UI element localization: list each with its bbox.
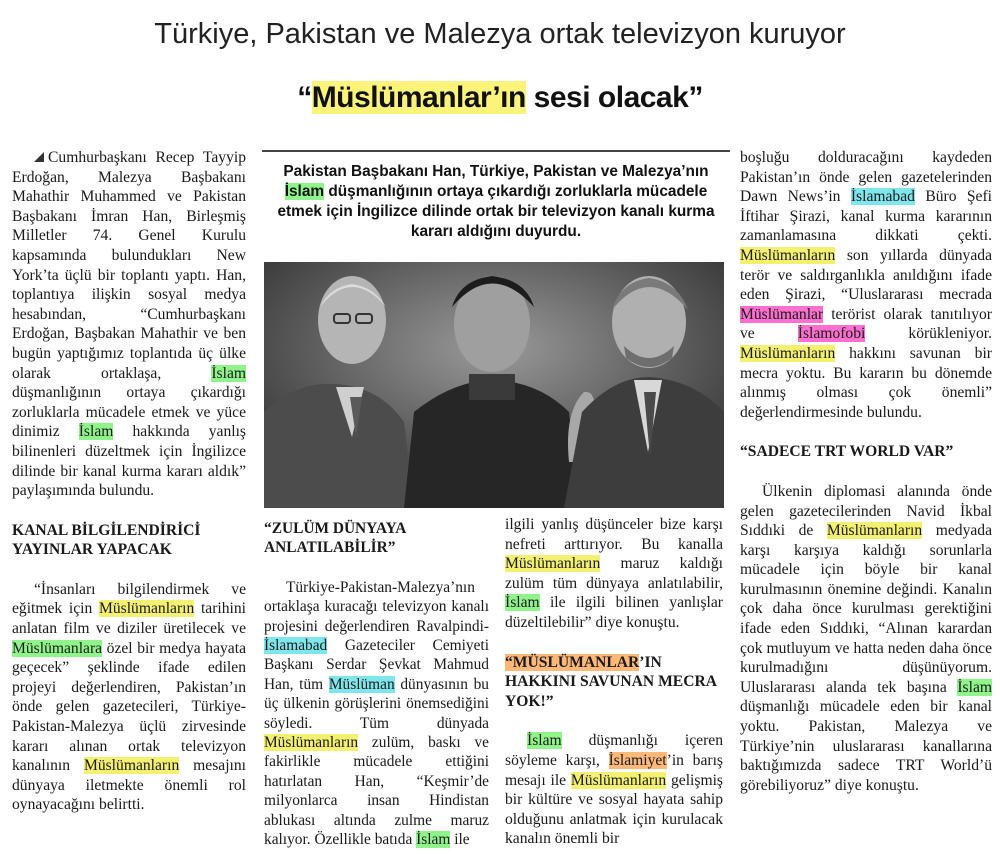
text: gelişmiş bir kültüre ve sosyal hayata sahip olduğunu anlatmak için kurulacak kanalın önemli bir [505,771,723,848]
col1-subhead: KANAL BİLGİLENDİRİCİ YAYINLAR YAPACAK [12,521,201,559]
highlight: Müslümanların [570,771,667,789]
text: dünyasının bu üç ülkenin görüşlerini önemsediğini söyledi. Tüm dünyada [264,675,489,732]
text: düşmanlığı içeren söyleme karşı, [505,732,723,769]
col4-paragraph-1 [740,148,992,422]
highlight: İslam [505,594,540,612]
column-2 [264,515,489,850]
leaders-photo-illustration [264,262,724,508]
text: düşmanlığının ortaya çıkardığı zorluklarla mücadele etmek ve yüce dinimiz [12,384,246,441]
text: ilgili yanlış düşünceler bize karşı nefreti arttırıyor. Bu kanalla [505,516,723,553]
highlight: İslamofobi [797,325,866,343]
headline-quote-close: ” [688,81,703,114]
lead-paragraph [262,150,730,242]
text: maruz kaldığı zulüm tüm dünyaya anlatılabilir, [505,555,723,592]
text: Cumhurbaşkanı Recep Tayyip Erdoğan, Malezya Başbakanı Mahathir Muhammed ve Pakistan Başbakanı İmran Han, Birleşmiş Milletler 74. Genel Kurulu kapsamında bulundukları New York’ta üçlü bir toplantı yaptı. Han, toplantıya ilişkin sosyal medya hesabından, “Cumhurbaşkanı Erdoğan, Başbakan Mahathir ve ben bugün yaptığımız toplantıda üç ülke olarak ortaklaşa, [12,149,246,382]
highlight: Müslümanların [83,757,180,775]
column-4 [740,148,992,795]
highlight: İslam [416,831,451,849]
col2-subhead: “ZULÜM DÜNYAYA ANLATILABİLİR” [264,520,406,557]
highlight: Müslümanlara [12,639,103,657]
text: Türkiye-Pakistan-Malezya’nın ortaklaşa kuracağı televizyon kanalı projesini değerlendiren Ravalpindi- [264,578,489,635]
text: Ülkenin diplomasi alanında önde gelen gazetecilerinden Navid İkbal Sıddıki de [740,482,992,540]
highlight: İslamiyet [608,751,667,769]
highlight: İslam [527,732,562,750]
text: terörist olarak tanıtılıyor ve [740,305,992,343]
highlight: Müslümanların [264,734,359,752]
text: tarihini anlatan film ve diziler üretilecek ve [12,600,246,638]
col2-paragraph [264,578,489,850]
text: hakkında yanlış bilinenleri düzeltmek için İngilizce dilinde bir kanal kurma kararı aldık” paylaşımında bulundu. [12,423,246,500]
lead-text: düşmanlığının ortaya çıkardığı zorluklarla mücadele etmek için İngilizce dilinde ortak bir televizyon kanalı kurma kararı aldığını duyurdu. [277,183,715,240]
headline-highlight: Müslümanlar’ın [311,81,526,114]
main-headline [0,60,1000,136]
text: Büro Şefi İftihar Şirazi, kanal kurma kararının zamanlamasına dikkati çekti. [740,188,993,245]
text: Gazeteciler Cemiyeti Başkanı Serdar Şevkat Mahmud Han, tüm [264,637,489,693]
text: zulüm, baskı ve fakirlikle mücadele ettiğini hatırlatan Han, “Keşmir’de milyonlarca insan Hindistan ablukası altında zulme maruz kalıyor. Özellikle batıda [264,734,489,849]
highlight: Müslümanların [826,522,923,540]
text: düşmanlığı mücadele eden bir kanal yoktu. Pakistan, Malezya ve Türkiye’nin uluslararası kanallarına baktığımızda sadece TRT World’ü görebiliyoruz” diye konuştu. [740,698,992,794]
kicker-headline: Türkiye, Pakistan ve Malezya ortak televizyon kuruyor [154,18,846,50]
text: son yıllarda dünyada terör ve saldırganlıkla anıldığını ifade eden Şirazi, “Uluslararası mecrada [740,246,992,304]
text: ’in barış mesajı ile [505,751,723,789]
highlight: Müslüman [328,675,395,693]
highlight: Müslümanların [740,246,836,264]
highlight: İslam [957,678,992,696]
highlight: “MÜSLÜMANLAR [505,653,640,671]
highlight: İslam [78,423,114,441]
text: “İnsanları bilgilendirmek ve eğitmek için [12,580,246,618]
text: ’IN HAKKINI SAVUNAN MECRA YOK!” [505,653,717,710]
headline-quote-open: “ [297,81,312,114]
highlight: İslamabad [264,637,328,655]
text: medyada karşı karşıya kaldığı sorunlarla mücadele için böyle bir kanal kurulmasının önemine değindi. Kanalın çok daha önce kurulması gerektiğini ifade eden Sıddıki, “Alınan karardan çok mutluyum ve hatta neden daha önce kurulmadığını düşünüyorum. Uluslararası alanda tek başına [740,522,992,696]
text: ile ilgili bilinen yanlışlar düzeltilebilir” diye konuştu. [505,594,723,631]
text: boşluğu dolduracağını kaydeden Pakistan’ın önde gelen gazetelerinden Dawn News’in [740,149,992,206]
column-3 [505,515,723,849]
lead-highlight: İslam [284,183,325,200]
text: mesajını dünyaya iletmekte önemli rol oynayacağını belirtti. [12,757,246,814]
text: özel bir medya hayata geçecek” şeklinde ifade edilen projeyi değerlendiren, Pakistan’ın önde gelen gazetecileri, Türkiye-Pakistan-Malezya üçlü zirvesinde kararı alınan ortak televizyon kanalının [12,639,246,775]
column-1 [12,148,246,815]
headline-rest: sesi olacak [525,81,689,114]
highlight: İslamabad [850,188,915,206]
col3-paragraph-2 [505,731,723,849]
text: ile [450,831,470,849]
highlight: Müslümanlar [740,305,824,323]
col1-paragraph-1 [12,148,246,501]
highlight: Müslümanların [98,600,195,618]
leaders-photo [264,262,724,508]
col3-subhead [505,653,723,712]
col4-paragraph-2 [740,482,992,796]
text: körükleniyor. [865,325,992,343]
text: hakkını savunan bir mecra yoktu. Bu kararın bu dönemde alınmış olması çok önemli” değerlendirmesinde bulundu. [740,344,992,421]
lead-text: Pakistan Başbakanı Han, Türkiye, Pakistan ve Malezya’nın [283,163,709,180]
highlight: Müslümanların [740,344,836,362]
col4-subhead: “SADECE TRT WORLD VAR” [740,443,954,461]
highlight: İslam [211,364,246,382]
highlight: Müslümanların [505,555,601,573]
col1-paragraph-2 [12,580,246,815]
section-marker-icon [34,152,44,162]
col3-paragraph-1 [505,515,723,633]
